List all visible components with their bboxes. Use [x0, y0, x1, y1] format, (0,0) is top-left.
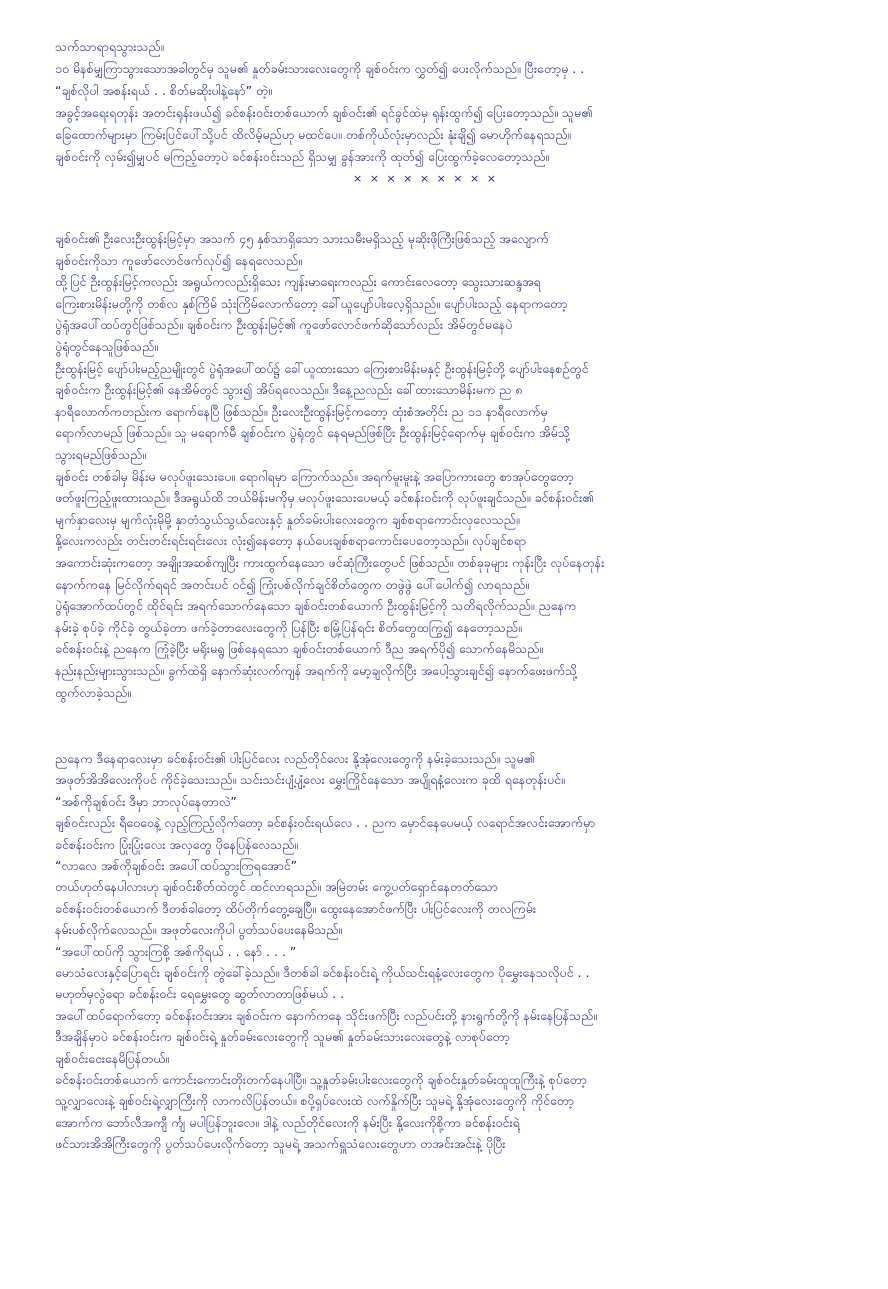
text-line: “အပေါ်ထပ်ကို သွားကြစို့ အစ်ကိုရယ် . . နော် . . . ” [55, 943, 297, 959]
text-line: ဖတ်ဖူးကြည့်ဖူးထားသည်။ ဒီအရွယ်ထိ ဘယ်မိန်းမကိုမှ မလုပ်ဖူးသေးပေမယ့် ခင်စန်းဝင်းကို လုပ်ဖူးချင်သည်။ ခင်စန်းဝင်း၏ [55, 490, 594, 506]
text-line: နည်းနည်းများသွားသည်။ ခွက်ထဲရှိ နောက်ဆုံးလက်ကျန် အရက်ကို မော့ချလိုက်ပြီး အပေါ့သွားချင်၍ နောက်ဖေးဖက်သို့ [55, 663, 578, 678]
text-line: “ချစ်လိုပါ အစန်းရယ် . . စိတ်မဆိုးပါနဲ့နော်” တဲ့။ [55, 83, 272, 98]
text-line: ခြေထောက်များမှာ ကြမ်းပြင်ပေါ်သို့ပင် ထိလိမ့်မည်ဟု မထင်ပေ။ တစ်ကိုယ်လုံးမှာလည်း နုံးချိ၍ မောဟိုက်နေရသည်။ [55, 127, 572, 142]
text-line: ချစ်ဝင်း၏ ဦးလေးဦးထွန်းမြင့်မှာ အသက် ၄၅ နှစ်သာရှိသော သားသမီးမရှိသည့် မုဆိုးဖိုကြီးဖြစ်သည့် အလျောက် [55, 231, 549, 246]
text-line: ပွဲရုံတွင်နေသူဖြစ်သည်။ [55, 339, 158, 354]
text-line: ခင်စန်းဝင်းက ပြုံးပြုံးလေး အလှတွေ ပိုနေပြန်လေသည်။ [55, 836, 299, 852]
text-line: ဦးထွန်းမြင့် ပျော်ပါးမည့်ညမျိုးတွင် ပွဲရုံအပေါ်ထပ်၌ ခေါ်ယူထားသော ကြေးစားမိန်းမနှင့် ဦးထွန်းမြင့်တို့ ပျော်ပါးနေစဉ်တွင် [55, 360, 589, 376]
text-line: အဖုတ်အိအိလေးကိုပင် ကိုင်ခဲ့သေးသည်။ သင်းသင်းပျံ့ပျံ့လေး မွှေးကြိုင်နေသော အပျိုရနံ့လေးက ခုထိ ရနေတုန်းပင်။ [55, 772, 565, 788]
text-line: ချစ်ဝင်းကို လှမ်း၍မျှပင် မကြည့်တော့ပဲ ခင်စန်းဝင်းသည် ရှိသမျှ ခွန်အားကို ထုတ်၍ ပြေးထွက်ခဲ့လေတော့သည်။ [55, 149, 550, 164]
text-line: ထို့ပြင် ဦးထွန်းမြင့်ကလည်း အရွယ်ကလည်းရှိသေး ကျန်းမာရေးကလည်း ကောင်းလေတော့ သွေးသားဆန္ဒအရ [55, 274, 541, 290]
text-line: သူ့လျှာလေးနဲ့ ချစ်ဝင်းရဲ့လျှာကြီးကို လာကလိပြန်တယ်။ စပို့ရှပ်လေးထဲ လက်နှိုက်ပြီး သူမရဲ့ နို့အုံလေးတွေကို ကိုင်တော့ [55, 1093, 575, 1109]
text-line: ချစ်ဝင်းက ဦးထွန်းမြင့်၏ နေအိမ်တွင် သွား၍ အိပ်ရလေသည်။ ဒီနေ့ညလည်း ခေါ်ထားသောမိန်းမက ည ၈ [55, 382, 523, 398]
text-line: ဖင်သားအိအိကြီးတွေကို ပွတ်သပ်ပေးလိုက်တော့ သူမရဲ့ အသက်ရှူသံလေးတွေဟာ တအင်းအင်းနဲ့ ပိုပြီး [55, 1136, 506, 1152]
text-line: ခင်စန်းဝင်းတစ်ယောက် ကောင်းကောင်းတိုးတက်နေပါပြီ။ သူ့နှုတ်ခမ်းပါးလေးတွေကို ချစ်ဝင်းနှုတ်ခမ်းထူထူကြီးနဲ့ စုပ်တော့ [55, 1072, 587, 1087]
text-line: နောက်ကနေ မြင်လိုက်ရရင် အတင်းပင် ဝင်၍ ကြုံးပစ်လိုက်ချင်စိတ်တွေက တဖွဲဖွဲ ပေါ်ပေါက်၍ လာရသည်။ [55, 576, 530, 592]
section-separator: × × × × × × × × × [353, 172, 498, 185]
text-line: နမ်းပစ်လိုက်လေသည်။ အဖုတ်လေးကိုပါ ပွတ်သပ်ပေးနေမိသည်။ [55, 922, 343, 938]
text-line: အကောင်းဆုံးကတော့ အချိုးအဆစ်ကျပြီး ကားထွက်နေသော ဖင်ဆုံကြီးတွေပင် ဖြစ်သည်။ တစ်ခုခုများ ကုန်းပြီး လုပ်နေတုန်း [55, 555, 605, 570]
text-line: ထွက်လာခဲ့သည်။ [55, 684, 132, 700]
text-line: ဒီအချိန်မှာပဲ ခင်စန်းဝင်းက ချစ်ဝင်းရဲ့ နှုတ်ခမ်းလေးတွေကို သူမ၏ နှုတ်ခမ်းသားလေးတွေနဲ့ လာစုပ်တော့ [55, 1029, 510, 1045]
text-line: သက်သာရာရသွားသည်။ [55, 39, 165, 54]
text-line: ကြေးစားမိန်းမတို့ကို တစ်လ နှစ်ကြိမ် သုံးကြိမ်လောက်တော့ ခေါ်ယူပျော်ပါးလေ့ရှိသည်။ ပျော်ပါးသည့် နေရာကတော့ [55, 295, 568, 311]
text-line: ခင်စန်းဝင်းနဲ့ ညနေက ကြုံခဲ့ပြီး မရိုးမရွ ဖြစ်နေရသော ချစ်ဝင်းတစ်ယောက် ဒီည အရက်ပို၍ သောက်နေမိသည်။ [55, 641, 544, 657]
text-line: ရောက်လာမည် ဖြစ်သည်။ သူ မရောက်မီ ချစ်ဝင်းက ပွဲရုံတွင် နေရမည်ဖြစ်ပြီး ဦးထွန်းမြင့်ရောက်မှ ချစ်ဝင်းက အိမ်သို့ [55, 425, 570, 441]
text-line: ၁၀ မိနစ်မျှကြာသွားသောအခါတွင်မှ သူမ၏ နှုတ်ခမ်းသားလေးတွေကို ချစ်ဝင်းက လွှတ်၍ ပေးလိုက်သည်။ ပြီးတော့မှ . . [55, 61, 585, 76]
text-line: တယ်ဟုတ်နေပါလားဟု ချစ်ဝင်းစိတ်ထဲတွင် ထင်လာရသည်။ အမြဲတမ်း ကွေ့ပတ်ရှောင်နေတတ်သော [55, 879, 498, 895]
text-line: နို့လေးကလည်း တင်းတင်းရင်းရင်းလေး လုံး၍နေတော့ နယ်ပေးချစ်စရာကောင်းပေတော့သည်။ လုပ်ချင်စရာ [55, 533, 527, 549]
text-line: အပေါ်ထပ်ရောက်တော့ ခင်စန်းဝင်းအား ချစ်ဝင်းက နောက်ကနေ သိုင်းဖက်ပြီး လည်ပင်းတို့ နားရွက်တို့ကို နမ်းနေပြန်သည်။ [55, 1007, 598, 1023]
text-line: မဟုတ်မှလွဲရော ခင်စန်းဝင်း ရေမွှေးတွေ ဆွတ်လာတာဖြစ်မယ် . . [55, 986, 345, 1002]
text-line: ခင်စန်းဝင်းတစ်ယောက် ဒီတစ်ခါတော့ ထိပ်တိုက်တွေ့ချေပြီ။ ထွေးနေအောင်ဖက်ပြီး ပါးပြင်လေးကို တလကြမ်း [55, 900, 537, 916]
text-line: ချစ်ဝင်းလည်း ရီဝေဝေနဲ့ လှည့်ကြည့်လိုက်တော့ ခင်စန်းဝင်းရယ်လေ . . ညက မှောင်နေပေမယ့် လရောင်အလင်းအောက်မှာ [55, 815, 596, 831]
text-line: ချစ်ဝင်း တစ်ခါမှ မိန်းမ မလုပ်ဖူးသေးပေ။ ရောဂါရမှာ ကြောက်သည်။ အရက်မူးမူးနဲ့ အပြောကားတွေ စာအုပ်တွေတော့ [55, 468, 574, 484]
text-line: ပွဲရုံအပေါ်ထပ်တွင်ဖြစ်သည်။ ချစ်ဝင်းက ဦးထွန်းမြင့်၏ ကူဖော်လောင်ဖက်ဆိုသော်လည်း အိမ်တွင်မနေပဲ [55, 317, 513, 333]
text-line: နာရီလောက်ကတည်းက ရောက်နေပြီ ဖြစ်သည်။ ဦးလေးဦးထွန်းမြင့်ကတော့ ထုံးစံအတိုင်း ည ၁၁ နာရီလောက်မှ [55, 403, 548, 419]
text-line: အခွင့်အရေးရတုန်း အတင်းရုန်းဖယ်၍ ခင်စန်းဝင်းတစ်ယောက် ချစ်ဝင်း၏ ရင်ခွင်ထဲမှ ရုန်းထွက်၍ ပြေးတော့သည်။ သူမ၏ [55, 105, 593, 120]
text-line: ချစ်ဝင်းကိုသာ ကူဖော်လောင်ဖက်လုပ်၍ နေရလေသည်။ [55, 252, 302, 268]
text-line: သွားရမည်ဖြစ်သည်။ [55, 447, 147, 462]
text-line: “အစ်ကိုချစ်ဝင်း ဒီမှာ ဘာလုပ်နေတာလဲ” [55, 793, 237, 809]
text-line: မျက်နှာလေးမှ မျက်လုံးမိုမို့ နှာတံသွယ်သွယ်လေးနှင့် နှုတ်ခမ်းပါးလေးတွေက ချစ်စရာကောင်းလှလေသည်။ [55, 511, 520, 527]
text-line: “လာလေ အစ်ကိုချစ်ဝင်း အပေါ်ထပ်သွားကြရအောင်” [55, 858, 298, 873]
text-line: ချစ်ဝင်းငေးနေမိပြန်တယ်။ [55, 1050, 170, 1066]
text-line: မောသံလေးနှင့်ပြောရင်း ချစ်ဝင်းကို တွဲခေါ်ခဲ့သည်။ ဒီတစ်ခါ ခင်စန်းဝင်းရဲ့ ကိုယ်သင်းရနံ့လေးတွေက ပိုမွှေးနေသလိုပင် . . [55, 965, 590, 980]
text-line: အောက်က ဘော်လီအကျီ င်္ကျ မပါပြန်ဘူးလေ။ ဒါနဲ့ လည်တိုင်လေးကို နမ်းပြီး နို့လေးကိုစို့ကာ ခင်စန်းဝင်းရဲ့ [55, 1114, 520, 1130]
text-line: ညနေက ဒီနေရာလေးမှာ ခင်စန်းဝင်း၏ ပါးပြင်လေး လည်တိုင်လေး နို့အုံလေးတွေကို နမ်းခဲ့သေးသည်။ သူမ၏ [55, 751, 535, 766]
text-line: နမ်းခဲ့ စုပ်ခဲ့ ကိုင်ခဲ့ တွယ်ခဲ့တာ ဖက်ခဲ့တာလေးတွေကို ပြန်ပြီး စမြုံ့ပြန်ရင်း စိတ်တွေထကြွ၍ နေတော့သည်။ [55, 619, 522, 635]
text-line: ပွဲရုံအောက်ထပ်တွင် ထိုင်ရင်း အရက်သောက်နေသော ချစ်ဝင်းတစ်ယောက် ဦးထွန်းမြင့်ကို သတိရလိုက်သည်။ ညနေက [55, 598, 577, 614]
